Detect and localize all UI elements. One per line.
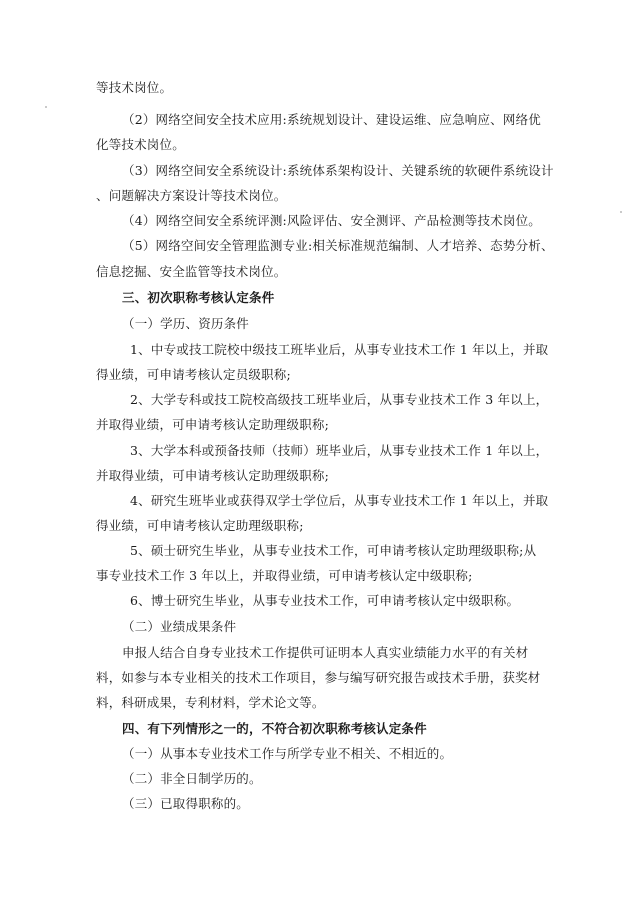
condition-2-line-1: 2、大学专科或技工院校高级技工班毕业后，从事专业技术工作 3 年以上， [130,392,549,407]
exclusion-1: （一）从事本专业技术工作与所学专业不相关、不相近的。 [122,746,453,761]
continuation-line: 等技术岗位。 [96,80,173,95]
item-2-line-1: （2）网络空间安全技术应用:系统规划设计、建设运维、应急响应、网络优 [122,112,541,127]
section-3-heading: 三、初次职称考核认定条件 [122,290,275,305]
condition-3-line-2: 并取得业绩，可申请考核认定助理级职称; [96,468,330,483]
condition-2-line-2: 并取得业绩，可申请考核认定助理级职称; [96,417,330,432]
performance-paragraph-line-3: 料，科研成果，专利材料，学术论文等。 [96,695,325,710]
exclusion-2: （二）非全日制学历的。 [122,771,262,786]
item-3-line-2: 、问题解决方案设计等技术岗位。 [96,188,287,203]
item-2-line-2: 化等技术岗位。 [96,137,185,152]
scan-speck [45,106,47,108]
item-3-line-1: （3）网络空间安全系统设计:系统体系架构设计、关键系统的软硬件系统设计 [122,163,554,178]
section-4-heading: 四、有下列情形之一的，不符合初次职称考核认定条件 [122,721,427,736]
subsection-2-heading: （二）业绩成果条件 [122,619,237,634]
item-5-line-1: （5）网络空间安全管理监测专业:相关标准规范编制、人才培养、态势分析、 [122,238,554,253]
item-4-line-1: （4）网络空间安全系统评测:风险评估、安全测评、产品检测等技术岗位。 [122,213,541,228]
performance-paragraph-line-2: 料，如参与本专业相关的技术工作项目，参与编写研究报告或技术手册，获奖材 [96,670,541,685]
performance-paragraph-line-1: 申报人结合自身专业技术工作提供可证明本人真实业绩能力水平的有关材 [122,645,529,660]
item-5-line-2: 信息挖掘、安全监管等技术岗位。 [96,264,287,279]
condition-3-line-1: 3、大学本科或预备技师（技师）班毕业后，从事专业技术工作 1 年以上， [130,443,549,458]
scan-speck [620,211,622,213]
exclusion-3: （三）已取得职称的。 [122,796,250,811]
condition-4-line-2: 得业绩，可申请考核认定助理级职称; [96,518,304,533]
subsection-1-heading: （一）学历、资历条件 [122,316,250,331]
condition-1-line-2: 得业绩，可申请考核认定员级职称; [96,367,291,382]
condition-5-line-2: 事专业技术工作 3 年以上，并取得业绩，可申请考核认定中级职称; [96,568,473,583]
condition-4-line-1: 4、研究生班毕业或获得双学士学位后，从事专业技术工作 1 年以上，并取 [130,493,549,508]
condition-6-line-1: 6、博士研究生毕业，从事专业技术工作，可申请考核认定中级职称。 [130,593,520,608]
condition-5-line-1: 5、硕士研究生毕业，从事专业技术工作，可申请考核认定助理级职称;从 [130,543,537,558]
condition-1-line-1: 1、中专或技工院校中级技工班毕业后，从事专业技术工作 1 年以上，并取 [130,342,549,357]
